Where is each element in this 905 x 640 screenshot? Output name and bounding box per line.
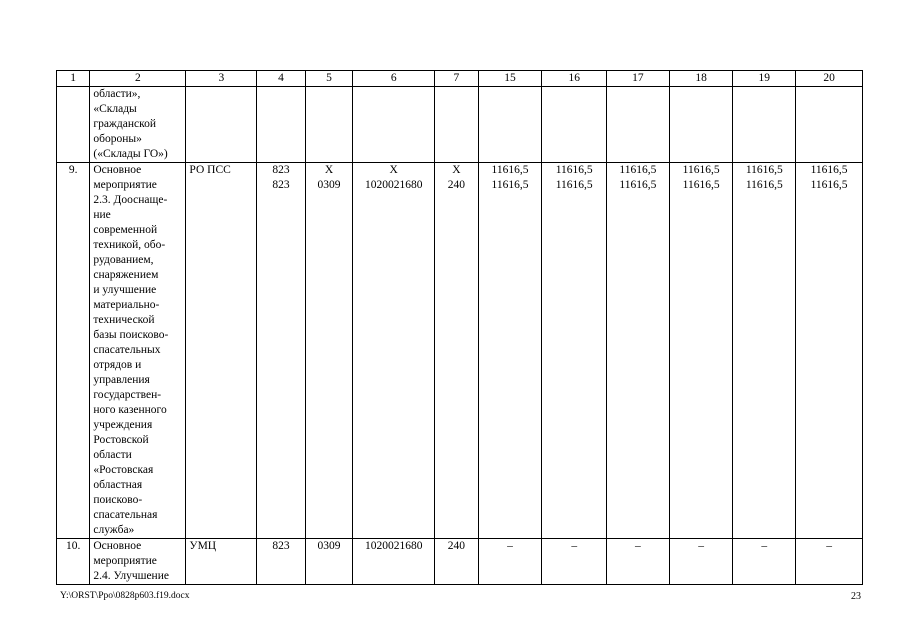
type-cell: 240 [435, 539, 478, 585]
value-cell: – [669, 539, 733, 585]
value-cell: 11616,5 11616,5 [607, 163, 670, 539]
description-cell: Основное мероприятие 2.4. Улучшение [90, 539, 186, 585]
footer-file-path: Y:\ORST\Ppo\0828p603.f19.docx [60, 591, 190, 601]
code-cell: 823 823 [257, 163, 306, 539]
table-row-10 [57, 539, 863, 585]
value-cell: 11616,5 11616,5 [669, 163, 733, 539]
target-cell: Х 1020021680 [353, 163, 435, 539]
header-row [57, 71, 863, 87]
header-cell: 4 [257, 71, 306, 87]
value-cell: – [796, 539, 863, 585]
value-cell: 11616,5 11616,5 [542, 163, 607, 539]
header-cell: 16 [542, 71, 607, 87]
value-cell: 11616,5 11616,5 [478, 163, 542, 539]
code-cell: 823 [257, 539, 306, 585]
table-row-continuation [57, 87, 863, 163]
header-cell: 7 [435, 71, 478, 87]
value-cell: – [542, 539, 607, 585]
executor-cell: УМЦ [186, 539, 257, 585]
page-number: 23 [851, 591, 861, 602]
value-cell: – [607, 539, 670, 585]
row-number: 9. [57, 163, 90, 539]
row-number: 10. [57, 539, 90, 585]
section-cell: Х 0309 [305, 163, 353, 539]
header-cell: 18 [669, 71, 733, 87]
header-cell: 20 [796, 71, 863, 87]
header-cell: 17 [607, 71, 670, 87]
header-cell: 3 [186, 71, 257, 87]
header-cell: 2 [90, 71, 186, 87]
type-cell: Х 240 [435, 163, 478, 539]
table-row-9 [57, 163, 863, 539]
value-cell: – [733, 539, 796, 585]
header-cell: 19 [733, 71, 796, 87]
value-cell: – [478, 539, 542, 585]
header-cell: 1 [57, 71, 90, 87]
value-cell: 11616,5 11616,5 [796, 163, 863, 539]
target-cell: 1020021680 [353, 539, 435, 585]
budget-table [56, 70, 863, 585]
header-cell: 6 [353, 71, 435, 87]
executor-cell: РО ПСС [186, 163, 257, 539]
section-cell: 0309 [305, 539, 353, 585]
header-cell: 15 [478, 71, 542, 87]
description-cell: Основное мероприятие 2.3. Дооснаще- ние современной техникой, обо- рудованием, снаряжением и улучшение материально- технической базы поисково- спасательных отрядов и управления государствен- ного казенного учреждения Ростовской области «Ростовская областная поисково- спасательная служба» [90, 163, 186, 539]
header-cell: 5 [305, 71, 353, 87]
value-cell: 11616,5 11616,5 [733, 163, 796, 539]
description-cell: области», «Склады гражданской обороны» («Склады ГО») [90, 87, 186, 163]
